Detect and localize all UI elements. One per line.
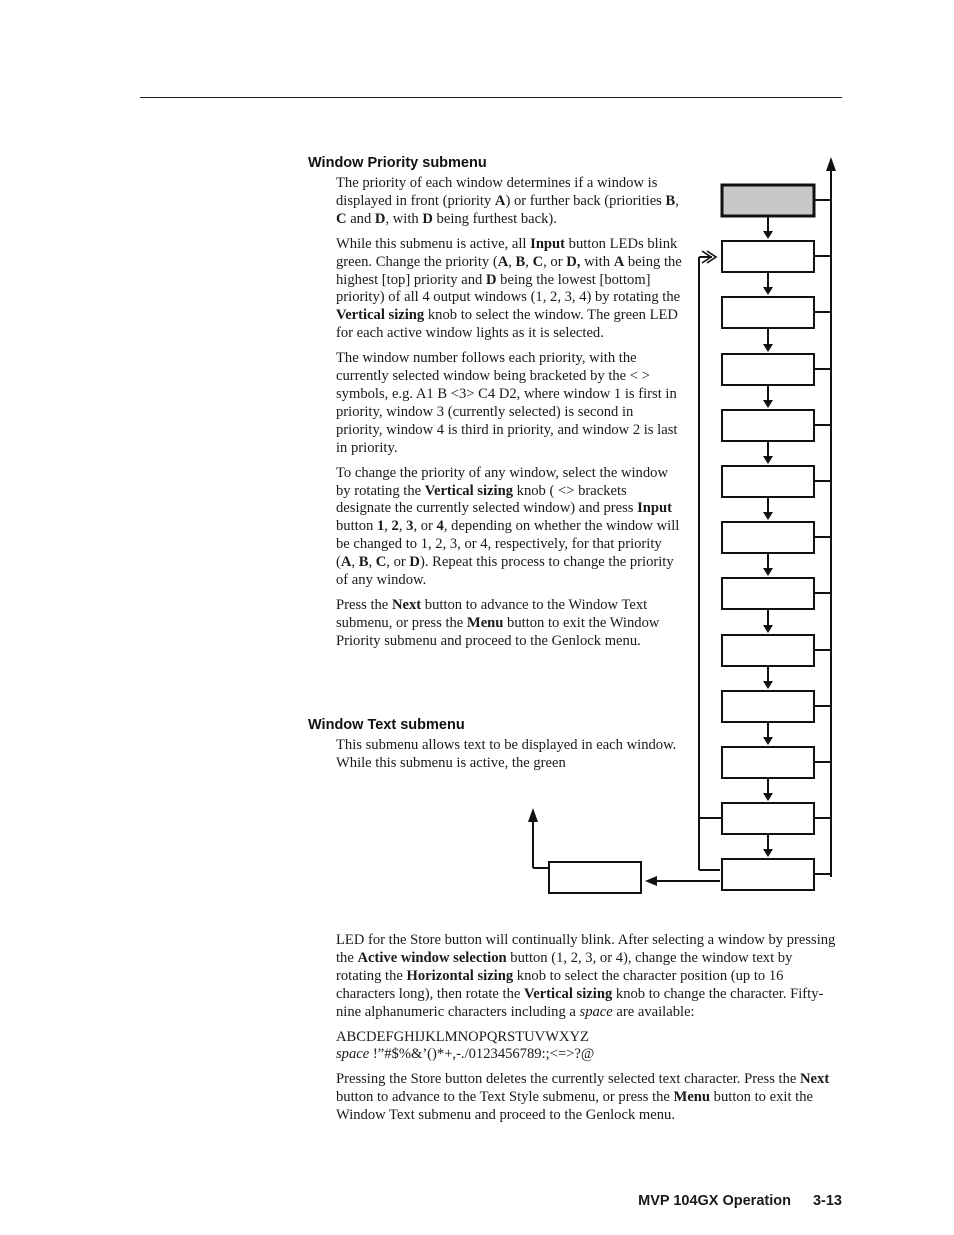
page-number: 3-13 [812, 1193, 842, 1209]
menu-exit-arrowhead [826, 157, 836, 171]
exit-arrowhead [645, 876, 657, 886]
priority-paragraphs-paragraph: Press the Next button to advance to the Window Text submenu, or press the Menu button to exit the Window Priority submenu and proceed to the Genlock menu. [336, 596, 660, 649]
menu-box [722, 522, 814, 553]
next-arrowhead [763, 625, 773, 633]
store-exit-arrowhead [528, 808, 538, 822]
priority-paragraphs-paragraph: The priority of each window determines if a window is displayed in front (priority A) or further back (priorities B, C and D, with D being furthest back). [336, 175, 679, 227]
next-arrowhead [763, 512, 773, 520]
section-heading-window-priority: Window Priority submenu [308, 155, 487, 171]
next-arrowhead [763, 456, 773, 464]
footer-title: MVP 104GX Operation [638, 1193, 791, 1209]
menu-box [722, 691, 814, 722]
menu-box [722, 241, 814, 272]
next-arrowhead [763, 793, 773, 801]
priority-paragraphs-paragraph: While this submenu is active, all Input button LEDs blink green. Change the priority (A, B, C, or D, with A being the highest [top] priority and D being the lowest [bottom] priority) of all 4 output windows (1, 2, 3, 4) by rotating the Vertical sizing knob to select the window. The green LED for each active window lights as it is selected. [336, 235, 682, 342]
page-footer [560, 1193, 842, 1209]
menu-box [722, 803, 814, 834]
next-arrowhead [763, 344, 773, 352]
next-arrowhead [763, 287, 773, 295]
priority-paragraphs-paragraph: To change the priority of any window, select the window by rotating the Vertical sizing knob ( <> brackets designate the currently selected window) and press Input button 1, 2, 3, or 4, depending on whether the window will be changed to 1, 2, 3, or 4, respectively, for that priority (A, B, C, or D). Repeat this process to change the priority of any window. [336, 464, 680, 589]
section-heading-window-text: Window Text submenu [308, 717, 465, 733]
next-arrowhead [763, 737, 773, 745]
text-continued-paragraph: LED for the Store button will continually blink. After selecting a window by pressing the Active window selection button (1, 2, 3, or 4), change the window text by rotating the Horizontal sizing knob to select the character position (up to 16 characters long), then rotate the Vertical sizing knob to change the character. Fifty-nine alphanumeric characters including a space are available: [336, 932, 836, 1020]
next-arrowhead [763, 231, 773, 239]
next-arrowhead [763, 400, 773, 408]
text-continued-paragraph: Pressing the Store button deletes the currently selected text character. Press the Next button to advance to the Text Style submenu, or press the Menu button to exit the Window Text submenu and proceed to the Genlock menu. [336, 1071, 830, 1124]
menu-box [722, 354, 814, 385]
priority-paragraphs-paragraph: The window number follows each priority, with the currently selected window being bracketed by the < > symbols, e.g. A1 B <3> C4 D2, where window 1 is first in priority, window 3 (currently selected) is second in priority, window 4 is third in priority, and window 2 is last in priority. [336, 350, 678, 456]
menu-box [722, 635, 814, 666]
menu-box [722, 297, 814, 328]
store-box [549, 862, 641, 893]
menu-box-current [722, 185, 814, 216]
menu-box [722, 410, 814, 441]
menu-box [722, 859, 814, 890]
next-arrowhead [763, 681, 773, 689]
menu-box [722, 578, 814, 609]
next-arrowhead [763, 849, 773, 857]
menu-box [722, 747, 814, 778]
next-arrowhead [763, 568, 773, 576]
text-intro-paragraph: This submenu allows text to be displayed in each window. While this submenu is active, the green [336, 737, 677, 771]
menu-box [722, 466, 814, 497]
text-continued-paragraph: ABCDEFGHIJKLMNOPQRSTUVWXYZ space !”#$%&’()*+,-./0123456789:;<=>?@ [336, 1028, 595, 1063]
